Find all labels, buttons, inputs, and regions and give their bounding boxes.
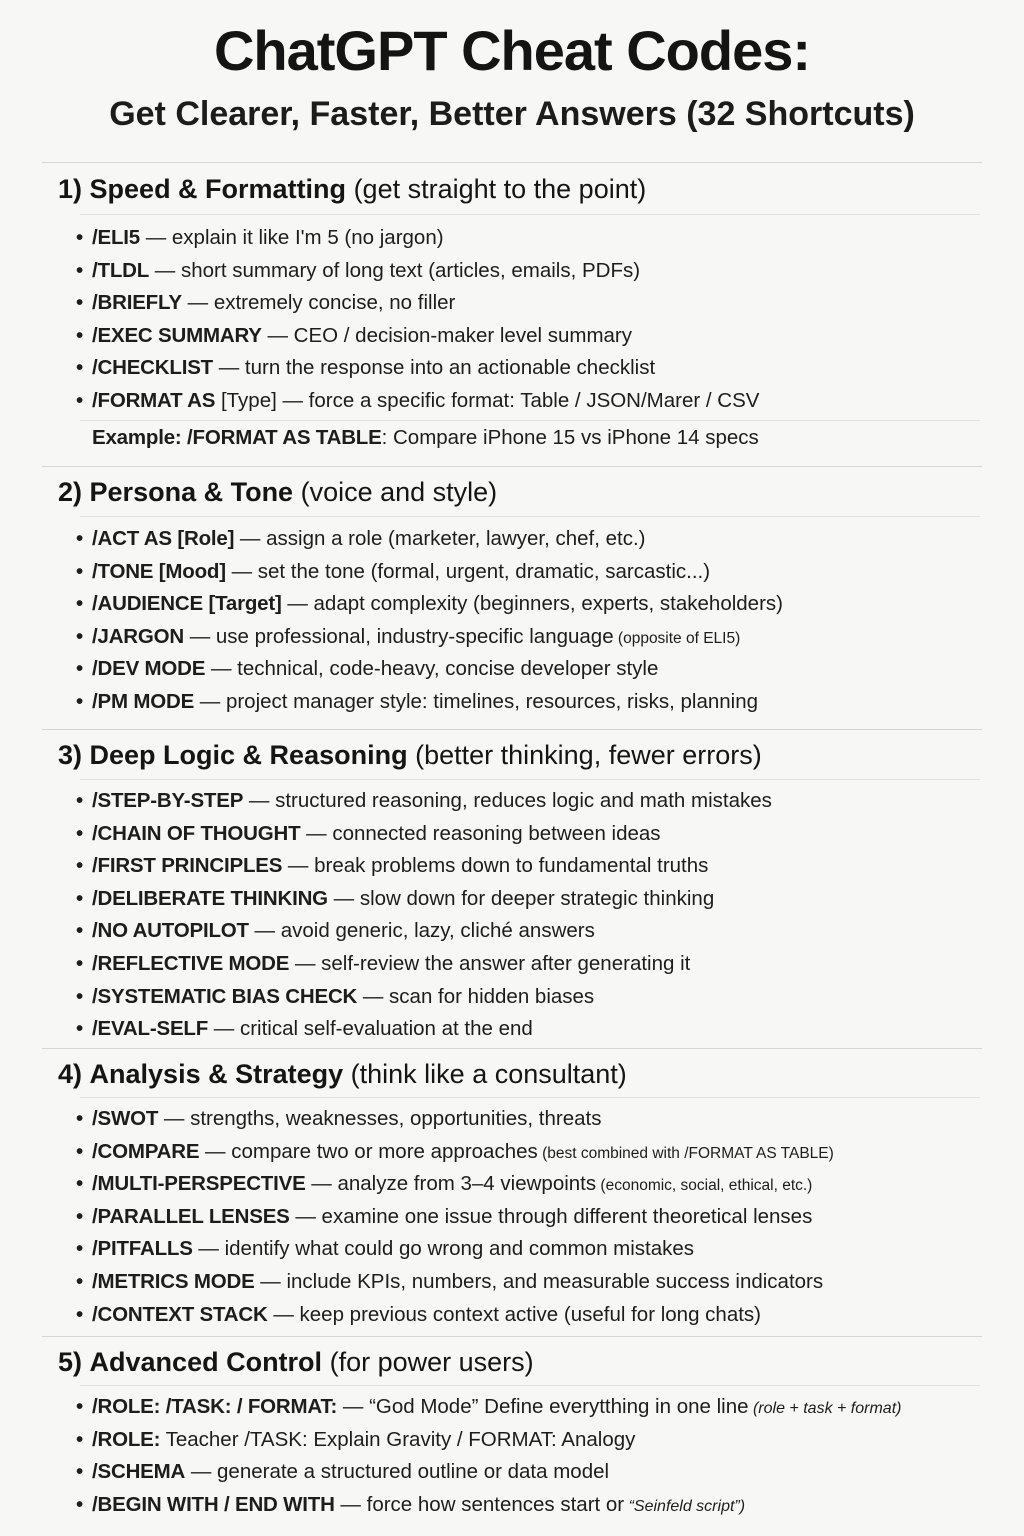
section-3-list (76, 785, 772, 1046)
command-label: /TONE [Mood] (92, 559, 226, 583)
command-note: (economic, social, ethical, etc.) (596, 1177, 813, 1195)
command-note: (opposite of ELI5) (613, 629, 741, 647)
list-item: • /BEGIN WITH / END WITH — force how sentences start or “Seinfeld script”) (76, 1492, 746, 1516)
list-item: • /ELI5 — explain it like I'm 5 (no jargon) (76, 226, 444, 249)
command-description: — strengths, weaknesses, opportunities, threats (158, 1107, 602, 1130)
section-heading (58, 475, 497, 509)
list-item: • /CONTEXT STACK — keep previous context active (useful for long chats) (76, 1302, 762, 1326)
list-item: • /PM MODE — project manager style: timelines, resources, risks, planning (76, 689, 759, 713)
section-number: 1) (58, 174, 83, 204)
divider (80, 420, 980, 421)
section-note: (voice and style) (300, 477, 498, 507)
list-item: • /COMPARE — compare two or more approaches (best combined with /FORMAT AS TABLE) (76, 1139, 834, 1163)
command-label: /ROLE: (92, 1427, 161, 1451)
command-description: — examine one issue through different theoretical lenses (289, 1204, 813, 1228)
list-item: • /ACT AS [Role] — assign a role (marketer, lawyer, chef, etc.) (76, 527, 646, 550)
list-item: • /NO AUTOPILOT — avoid generic, lazy, cliché answers (76, 919, 595, 943)
section-number: 5) (58, 1347, 83, 1377)
list-item: • /TONE [Mood] — set the tone (formal, urgent, dramatic, sarcastic...) (76, 559, 711, 583)
command-description: — include KPIs, numbers, and measurable success indicators (254, 1269, 824, 1293)
divider (80, 1097, 980, 1098)
divider (42, 1336, 982, 1337)
command-label: /DELIBERATE THINKING (92, 886, 328, 910)
divider (42, 466, 982, 467)
command-label: /STEP-BY-STEP (92, 789, 244, 812)
section-note: (better thinking, fewer errors) (415, 740, 762, 770)
section-title: Deep Logic & Reasoning (89, 740, 408, 770)
page-title: ChatGPT Cheat Codes: (213, 19, 811, 82)
command-description: Teacher /TASK: Explain Gravity / FORMAT: Analogy (160, 1427, 636, 1451)
section-number: 4) (58, 1059, 83, 1089)
command-label: /BEGIN WITH / END WITH (92, 1492, 335, 1516)
command-label: /AUDIENCE [Target] (92, 592, 282, 616)
list-item: • /PITFALLS — identify what could go wrong and common mistakes (76, 1237, 695, 1261)
command-label: /EVAL-SELF (92, 1017, 209, 1041)
divider (42, 162, 982, 163)
command-note: (best combined with /FORMAT AS TABLE) (537, 1144, 834, 1162)
command-description: [Type] — force a specific format: Table / JSON/Marer / CSV (215, 388, 760, 412)
list-item: • /CHAIN OF THOUGHT — connected reasoning between ideas (76, 821, 661, 845)
command-description: — scan for hidden biases (357, 984, 595, 1008)
list-item: • /SCHEMA — generate a structured outline or data model (76, 1460, 610, 1484)
section-note: (for power users) (329, 1347, 534, 1377)
divider (80, 779, 980, 780)
list-item: • /EVAL-SELF — critical self-evaluation at the end (76, 1017, 533, 1041)
command-label: /DEV MODE (92, 657, 206, 681)
command-label: /METRICS MODE (92, 1269, 255, 1293)
command-description: — keep previous context active (useful for long chats) (267, 1302, 762, 1326)
list-item: • /FIRST PRINCIPLES — break problems down to fundamental truths (76, 854, 709, 878)
section-2-list (76, 523, 783, 719)
command-label: /SCHEMA (92, 1460, 186, 1484)
list-item: • /JARGON — use professional, industry-specific language (opposite of ELI5) (76, 624, 741, 648)
list-item: • /TLDL — short summary of long text (articles, emails, PDFs) (76, 258, 641, 282)
command-label: /BRIEFLY (92, 291, 182, 315)
list-item: • /FORMAT AS [Type] — force a specific format: Table / JSON/Marer / CSV (76, 388, 760, 412)
command-description: — turn the response into an actionable checklist (213, 356, 656, 380)
command-description: — set the tone (formal, urgent, dramatic, sarcastic...) (225, 559, 711, 583)
section-4-list (76, 1103, 834, 1331)
section-title: Speed & Formatting (89, 174, 347, 204)
section-heading (58, 1345, 534, 1379)
list-item: • /DELIBERATE THINKING — slow down for deeper strategic thinking (76, 886, 715, 910)
command-label: /CONTEXT STACK (92, 1302, 268, 1326)
list-item: • /SWOT — strengths, weaknesses, opportunities, threats (76, 1107, 602, 1130)
command-label: /PARALLEL LENSES (92, 1204, 290, 1228)
command-label: /ELI5 (92, 226, 140, 249)
list-item: • /EXEC SUMMARY — CEO / decision-maker level summary (76, 323, 633, 347)
divider (42, 1048, 982, 1049)
command-description: — explain it like I'm 5 (no jargon) (140, 226, 444, 249)
command-label: /CHAIN OF THOUGHT (92, 821, 301, 845)
command-description: — assign a role (marketer, lawyer, chef, etc.) (234, 527, 646, 550)
command-description: — force how sentences start or (334, 1492, 625, 1516)
command-description: — technical, code-heavy, concise developer style (205, 657, 659, 681)
command-description: — analyze from 3–4 viewpoints (305, 1172, 597, 1196)
command-description: — critical self-evaluation at the end (208, 1017, 533, 1041)
command-description: — project manager style: timelines, resources, risks, planning (194, 689, 759, 713)
section-title: Advanced Control (89, 1347, 323, 1377)
list-item: • /REFLECTIVE MODE — self-review the answer after generating it (76, 951, 691, 975)
divider (80, 516, 980, 517)
section-5-list (76, 1391, 901, 1521)
section-heading (58, 738, 762, 772)
command-description: — use professional, industry-specific language (184, 624, 614, 648)
list-item: • /STEP-BY-STEP — structured reasoning, reduces logic and math mistakes (76, 789, 772, 812)
section-note: (think like a consultant) (350, 1059, 627, 1089)
command-description: — structured reasoning, reduces logic and math mistakes (243, 789, 772, 812)
command-description: — “God Mode” Define everytthing in one line (337, 1395, 749, 1418)
command-label: /EXEC SUMMARY (92, 323, 262, 347)
command-description: — avoid generic, lazy, cliché answers (248, 919, 595, 943)
list-item: • /AUDIENCE [Target] — adapt complexity (beginners, experts, stakeholders) (76, 592, 783, 616)
section-title: Persona & Tone (89, 477, 294, 507)
section-number: 2) (58, 477, 83, 507)
list-item: • /CHECKLIST — turn the response into an actionable checklist (76, 356, 656, 380)
command-description: — generate a structured outline or data model (185, 1460, 610, 1484)
command-description: — break problems down to fundamental truths (282, 854, 709, 878)
list-item: • /MULTI-PERSPECTIVE — analyze from 3–4 viewpoints (economic, social, ethical, etc.) (76, 1172, 813, 1196)
command-label: /JARGON (92, 624, 185, 648)
command-description: — slow down for deeper strategic thinking (327, 886, 715, 910)
command-label: /PITFALLS (92, 1237, 193, 1261)
command-label: /ACT AS [Role] (92, 527, 235, 550)
command-description: — short summary of long text (articles, emails, PDFs) (149, 258, 641, 282)
list-item: • /PARALLEL LENSES — examine one issue through different theoretical lenses (76, 1204, 813, 1228)
command-label: /TLDL (92, 258, 150, 282)
example-label: Example: /FORMAT AS TABLE (92, 426, 382, 449)
section-heading (58, 172, 646, 206)
section-heading (58, 1057, 627, 1091)
list-item: • /DEV MODE — technical, code-heavy, concise developer style (76, 657, 659, 681)
list-item: • /METRICS MODE — include KPIs, numbers, and measurable success indicators (76, 1269, 824, 1293)
command-label: /FORMAT AS (92, 388, 216, 412)
command-description: — identify what could go wrong and common mistakes (192, 1237, 695, 1261)
divider (80, 214, 980, 215)
divider (80, 1385, 980, 1386)
command-description: — CEO / decision-maker level summary (261, 323, 633, 347)
example-line (92, 426, 759, 450)
section-number: 3) (58, 740, 83, 770)
command-label: /SYSTEMATIC BIAS CHECK (92, 984, 358, 1008)
section-title: Analysis & Strategy (89, 1059, 344, 1089)
page-subtitle: Get Clearer, Faster, Better Answers (32 Shortcuts) (109, 95, 915, 133)
command-description: — adapt complexity (beginners, experts, stakeholders) (281, 592, 783, 616)
command-label: /REFLECTIVE MODE (92, 951, 290, 975)
command-description: — self-review the answer after generating it (289, 951, 691, 975)
command-label: /NO AUTOPILOT (92, 919, 249, 943)
command-description: — connected reasoning between ideas (300, 821, 661, 845)
list-item: • /SYSTEMATIC BIAS CHECK — scan for hidden biases (76, 984, 595, 1008)
command-description: — extremely concise, no filler (181, 291, 456, 315)
command-note: (role + task + format) (748, 1400, 902, 1417)
section-note: (get straight to the point) (353, 174, 647, 204)
command-label: /SWOT (92, 1107, 159, 1130)
command-label: /PM MODE (92, 689, 195, 713)
divider (42, 729, 982, 730)
list-item: • /BRIEFLY — extremely concise, no filler (76, 291, 456, 315)
command-label: /COMPARE (92, 1139, 200, 1163)
command-label: /CHECKLIST (92, 356, 214, 380)
section-1-list (76, 222, 759, 418)
example-text: : Compare iPhone 15 vs iPhone 14 specs (381, 426, 759, 449)
command-label: /MULTI-PERSPECTIVE (92, 1172, 306, 1196)
list-item: • /ROLE: Teacher /TASK: Explain Gravity / FORMAT: Analogy (76, 1427, 636, 1451)
command-label: /FIRST PRINCIPLES (92, 854, 283, 878)
command-note: “Seinfeld script”) (624, 1497, 746, 1515)
command-label: /ROLE: /TASK: / FORMAT: (92, 1395, 338, 1418)
list-item: • /ROLE: /TASK: / FORMAT: — “God Mode” Define everytthing in one line (role + task + format) (76, 1395, 902, 1418)
command-description: — compare two or more approaches (199, 1139, 538, 1163)
